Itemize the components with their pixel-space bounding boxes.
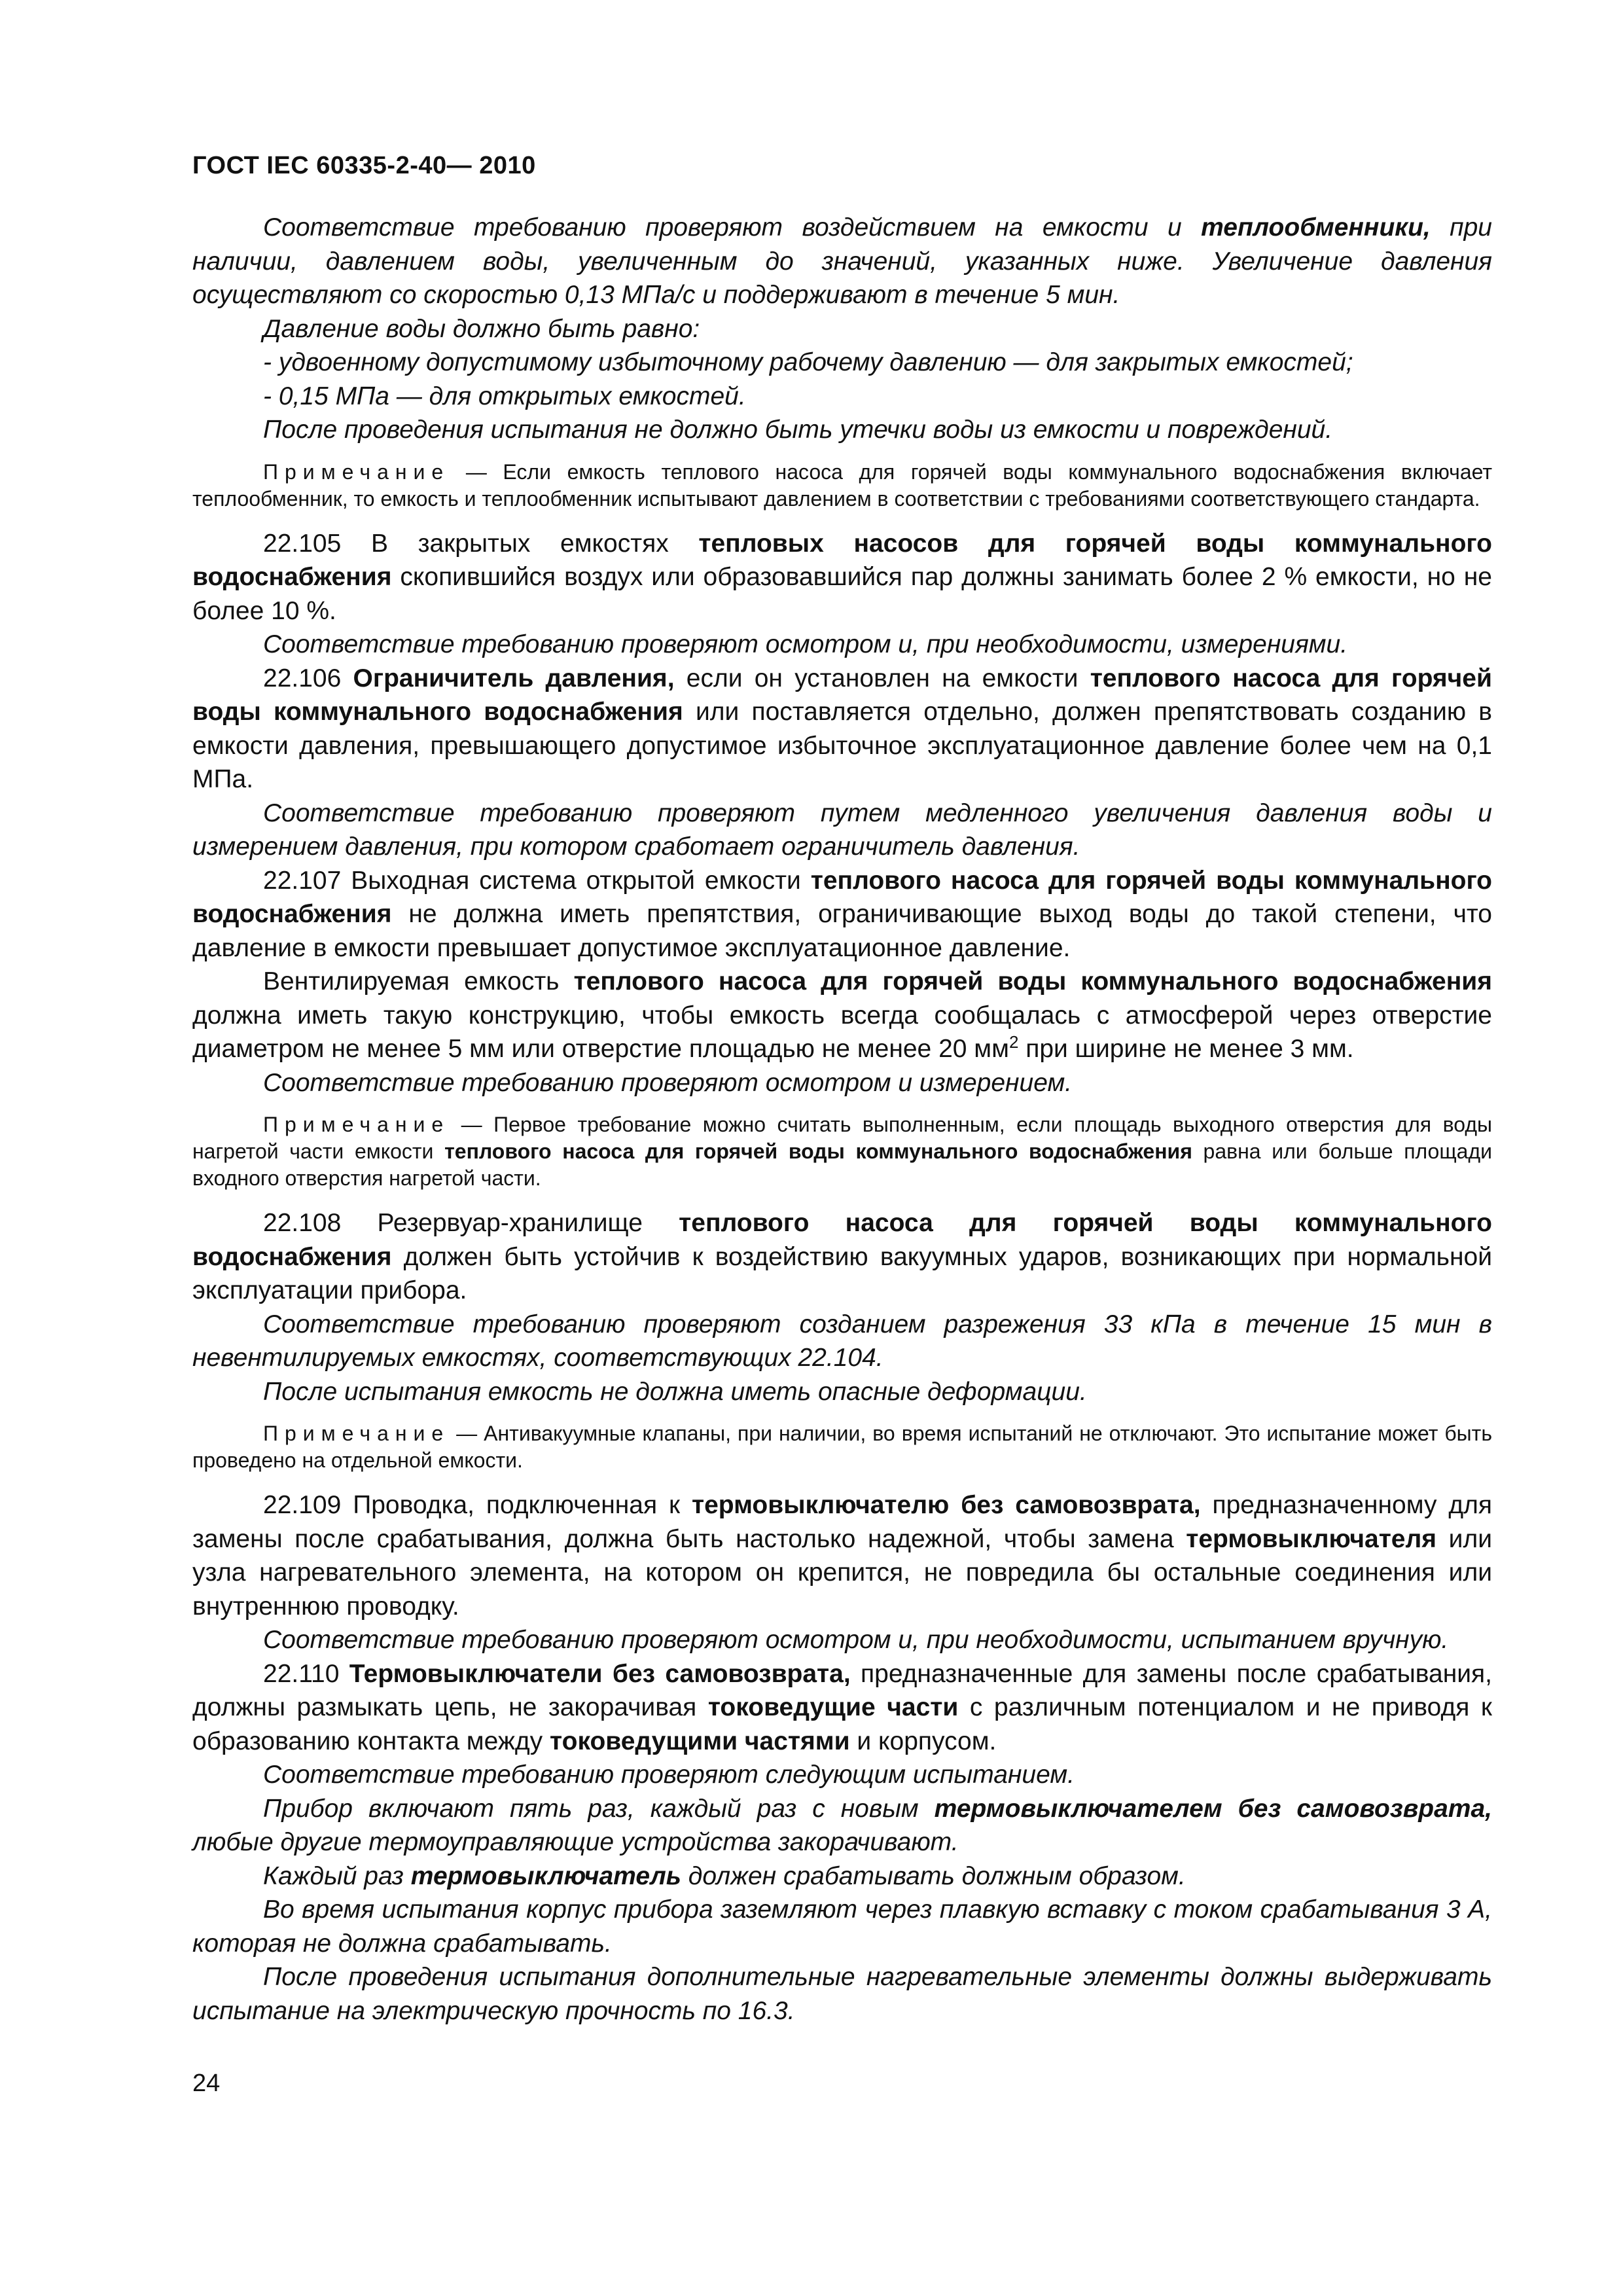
paragraph: Соответствие требованию проверяют созданием разрежения 33 кПа в течение 15 мин в невентилируемых емкостях, соответствующих 22.104. <box>192 1310 1492 1372</box>
document-header: ГОСТ IEC 60335-2-40— 2010 <box>192 152 536 179</box>
clause-22-110 <box>192 1657 1492 1759</box>
text-run: с различным потенциалом и не приводя к образованию контакта между <box>192 1693 1492 1755</box>
text-run: при ширине не менее 3 мм. <box>1018 1035 1354 1063</box>
text-run: должна иметь такую конструкцию, чтобы емкость всегда сообщалась с атмосферой через отверстие диаметром не менее 5 мм или отверстие площадью не менее 20 мм <box>192 1001 1492 1063</box>
text-run: Вентилируемая емкость <box>263 967 574 996</box>
term-bold: Ограничитель давления, <box>353 664 675 692</box>
note-text: — Первое требование можно считать выполненным, если площадь выходного отверстия для воды нагретой части емкости <box>192 1113 1492 1163</box>
term-bold: теплового насоса для горячей воды коммунального водоснабжения <box>192 664 1492 726</box>
paragraph: После испытания емкость не должна иметь опасные деформации. <box>263 1377 1087 1406</box>
term-bold: термовыключателя <box>1186 1524 1437 1553</box>
clause-22-107 <box>192 864 1492 965</box>
term-bold: тепловых насосов для горячей воды коммунального водоснабжения <box>192 529 1492 591</box>
term-bold: термовыключателем без самовозврата, <box>934 1794 1492 1823</box>
paragraph <box>192 1792 1492 1859</box>
term-bold: Термовыключатели без самовозврата, <box>349 1659 851 1688</box>
text-run: если он установлен на емкости <box>674 664 1090 692</box>
term-bold: термовыключателю без самовозврата, <box>691 1491 1201 1519</box>
paragraph: Соответствие требованию проверяют осмотром и, при необходимости, испытанием вручную. <box>263 1626 1449 1654</box>
page-number: 24 <box>192 2070 221 2097</box>
text-run: должен быть устойчив к воздействию вакуумных ударов, возникающих при нормальной эксплуатации прибора. <box>192 1242 1492 1304</box>
clause-22-105 <box>192 527 1492 628</box>
term-bold: теплового насоса для горячей воды коммунального водоснабжения <box>573 967 1492 996</box>
text-run: не должна иметь препятствия, ограничивающие выход воды до такой степени, что давление в емкости превышает допустимое эксплуатационное давление. <box>192 900 1492 962</box>
text-run: любые другие термоуправляющие устройства закорачивают. <box>192 1828 959 1856</box>
list-item: - 0,15 МПа — для открытых емкостей. <box>263 382 746 410</box>
note-label: Примечание <box>263 1113 450 1136</box>
note <box>192 459 1492 512</box>
clause-22-109 <box>192 1488 1492 1623</box>
text-run: 22.108 Резервуар-хранилище <box>263 1209 679 1237</box>
paragraph: Соответствие требованию проверяют осмотром и, при необходимости, измерениями. <box>263 630 1348 658</box>
term-bold: токоведущими частями <box>550 1727 850 1755</box>
list-item: - удвоенному допустимому избыточному рабочему давлению — для закрытых емкостей; <box>263 348 1353 376</box>
term-bold: термовыключатель <box>410 1861 681 1890</box>
paragraph <box>192 1859 1492 1893</box>
text-run: или узла нагревательного элемента, на котором он крепится, не повредила бы остальные соединения или внутреннюю проводку. <box>192 1524 1493 1621</box>
term-bold: теплового насоса для горячей воды коммунального водоснабжения <box>192 1209 1493 1271</box>
paragraph <box>192 211 1492 312</box>
term-bold: токоведущие части <box>707 1693 959 1721</box>
text-run: 22.110 <box>263 1659 349 1688</box>
text-run: предназначенному для замены после срабатывания, должна быть настолько надежной, чтобы замена <box>192 1491 1492 1553</box>
text-run: 22.107 Выходная система открытой емкости <box>263 866 811 895</box>
paragraph: Во время испытания корпус прибора заземляют через плавкую вставку с током срабатывания 3 А, которая не должна срабатывать. <box>192 1895 1492 1958</box>
note-label: Примечание <box>263 1422 450 1445</box>
text-run: 22.109 Проводка, подключенная к <box>263 1491 692 1519</box>
paragraph: После проведения испытания не должно быть утечки воды из емкости и повреждений. <box>263 416 1333 444</box>
term-bold: теплового насоса для горячей воды коммунального водоснабжения <box>444 1139 1192 1163</box>
superscript: 2 <box>1008 1032 1019 1052</box>
text-run: предназначенные для замены после срабатывания, должны размыкать цепь, не закорачивая <box>192 1659 1493 1721</box>
text-run: Каждый раз <box>263 1861 411 1890</box>
text-run: Соответствие требованию проверяют воздействием на емкости и <box>263 213 1202 242</box>
paragraph: Соответствие требованию проверяют путем медленного увеличения давления воды и измерением давления, при котором сработает ограничитель давления. <box>192 798 1492 861</box>
note-text: — Если емкость теплового насоса для горячей воды коммунального водоснабжения включает теплообменник, то емкость и теплообменник испытывают давлением в соответствии с требованиями соответствующего стандарта. <box>192 459 1492 511</box>
note-text: равна или больше площади входного отверстия нагретой части. <box>192 1139 1493 1190</box>
note-text: — Антивакуумные клапаны, при наличии, во время испытаний не отключают. Это испытание может быть проведено на отдельной емкости. <box>192 1422 1492 1472</box>
text-run: при наличии, давлением воды, увеличенным до значений, указанных ниже. Увеличение давления осуществляют со скоростью 0,13 МПа/с и поддерживают в течение 5 мин. <box>192 213 1492 309</box>
text-run: или поставляется отдельно, должен препятствовать созданию в емкости давления, превышающего допустимое избыточное эксплуатационное давление более чем на 0,1 МПа. <box>192 698 1492 793</box>
paragraph: Соответствие требованию проверяют следующим испытанием. <box>263 1761 1075 1789</box>
paragraph: Давление воды должно быть равно: <box>263 314 700 343</box>
note <box>192 1420 1492 1474</box>
text-run: и корпусом. <box>849 1727 997 1755</box>
text-run: скопившийся воздух или образовавшийся пар должны занимать более 2 % емкости, но не более 10 %. <box>192 563 1492 625</box>
paragraph: После проведения испытания дополнительные нагревательные элементы должны выдерживать испытание на электрическую прочность по 16.3. <box>192 1963 1492 2025</box>
paragraph: Соответствие требованию проверяют осмотром и измерением. <box>263 1068 1073 1097</box>
note <box>192 1111 1492 1192</box>
clause-22-108 <box>192 1206 1492 1308</box>
clause-22-106 <box>192 662 1492 797</box>
text-run: Прибор включают пять раз, каждый раз с новым <box>263 1794 935 1823</box>
term-bold: теплообменники, <box>1201 213 1431 242</box>
paragraph <box>192 965 1492 1066</box>
term-bold: теплового насоса для горячей воды коммунального водоснабжения <box>192 866 1493 928</box>
document-body <box>192 211 1492 2028</box>
text-run: 22.105 В закрытых емкостях <box>263 529 699 558</box>
note-label: Примечание <box>263 459 450 484</box>
text-run: 22.106 <box>263 664 353 692</box>
text-run: должен срабатывать должным образом. <box>681 1861 1186 1890</box>
